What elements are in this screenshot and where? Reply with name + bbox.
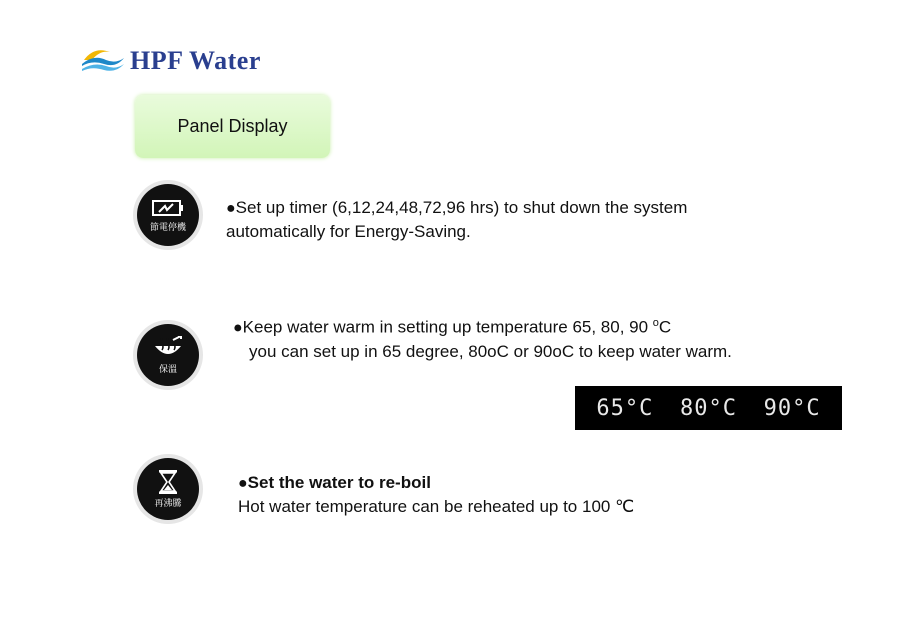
brand-name: HPF Water (130, 46, 261, 75)
battery-icon (151, 198, 185, 218)
hourglass-icon (157, 470, 179, 494)
temp-90: 90°C (763, 395, 821, 421)
keep-warm-line2: you can set up in 65 degree, 80oC or 90oC to keep water warm. (249, 341, 732, 361)
keep-warm-text (233, 312, 732, 363)
keep-warm-icon (151, 336, 185, 360)
keep-warm-caption: 保溫 (158, 364, 177, 375)
energy-saving-line1: Set up timer (6,12,24,48,72,96 hrs) to shut down the system (235, 198, 688, 217)
keep-warm-badge (133, 320, 203, 390)
keep-warm-line1-unit: C (658, 317, 672, 337)
reboil-text (238, 471, 634, 518)
temperature-display-panel (575, 386, 842, 430)
brand-logo (80, 40, 280, 80)
energy-saving-text (226, 196, 687, 243)
bullet: ● (226, 200, 236, 217)
bullet: ● (238, 475, 248, 492)
keep-warm-icon-circle (137, 324, 199, 386)
temp-80: 80°C (679, 395, 737, 421)
degree-superscript: o (652, 317, 659, 329)
reboil-badge (133, 454, 203, 524)
panel-display-button[interactable]: Panel Display (135, 95, 330, 158)
energy-saving-caption: 節電停機 (149, 222, 186, 233)
energy-saving-line2: automatically for Energy-Saving. (226, 222, 471, 241)
energy-saving-icon-circle (137, 184, 199, 246)
waves-logo-icon (80, 44, 126, 74)
reboil-line2: Hot water temperature can be reheated up to 100 ℃ (238, 497, 635, 516)
temp-65: 65°C (596, 395, 654, 421)
reboil-line1: Set the water to re-boil (247, 473, 431, 492)
reboil-caption: 再沸騰 (154, 498, 182, 509)
keep-warm-line1: Keep water warm in setting up temperature 65, 80, 90 (242, 317, 653, 337)
reboil-icon-circle (137, 458, 199, 520)
energy-saving-badge (133, 180, 203, 250)
bullet: ● (233, 319, 243, 337)
